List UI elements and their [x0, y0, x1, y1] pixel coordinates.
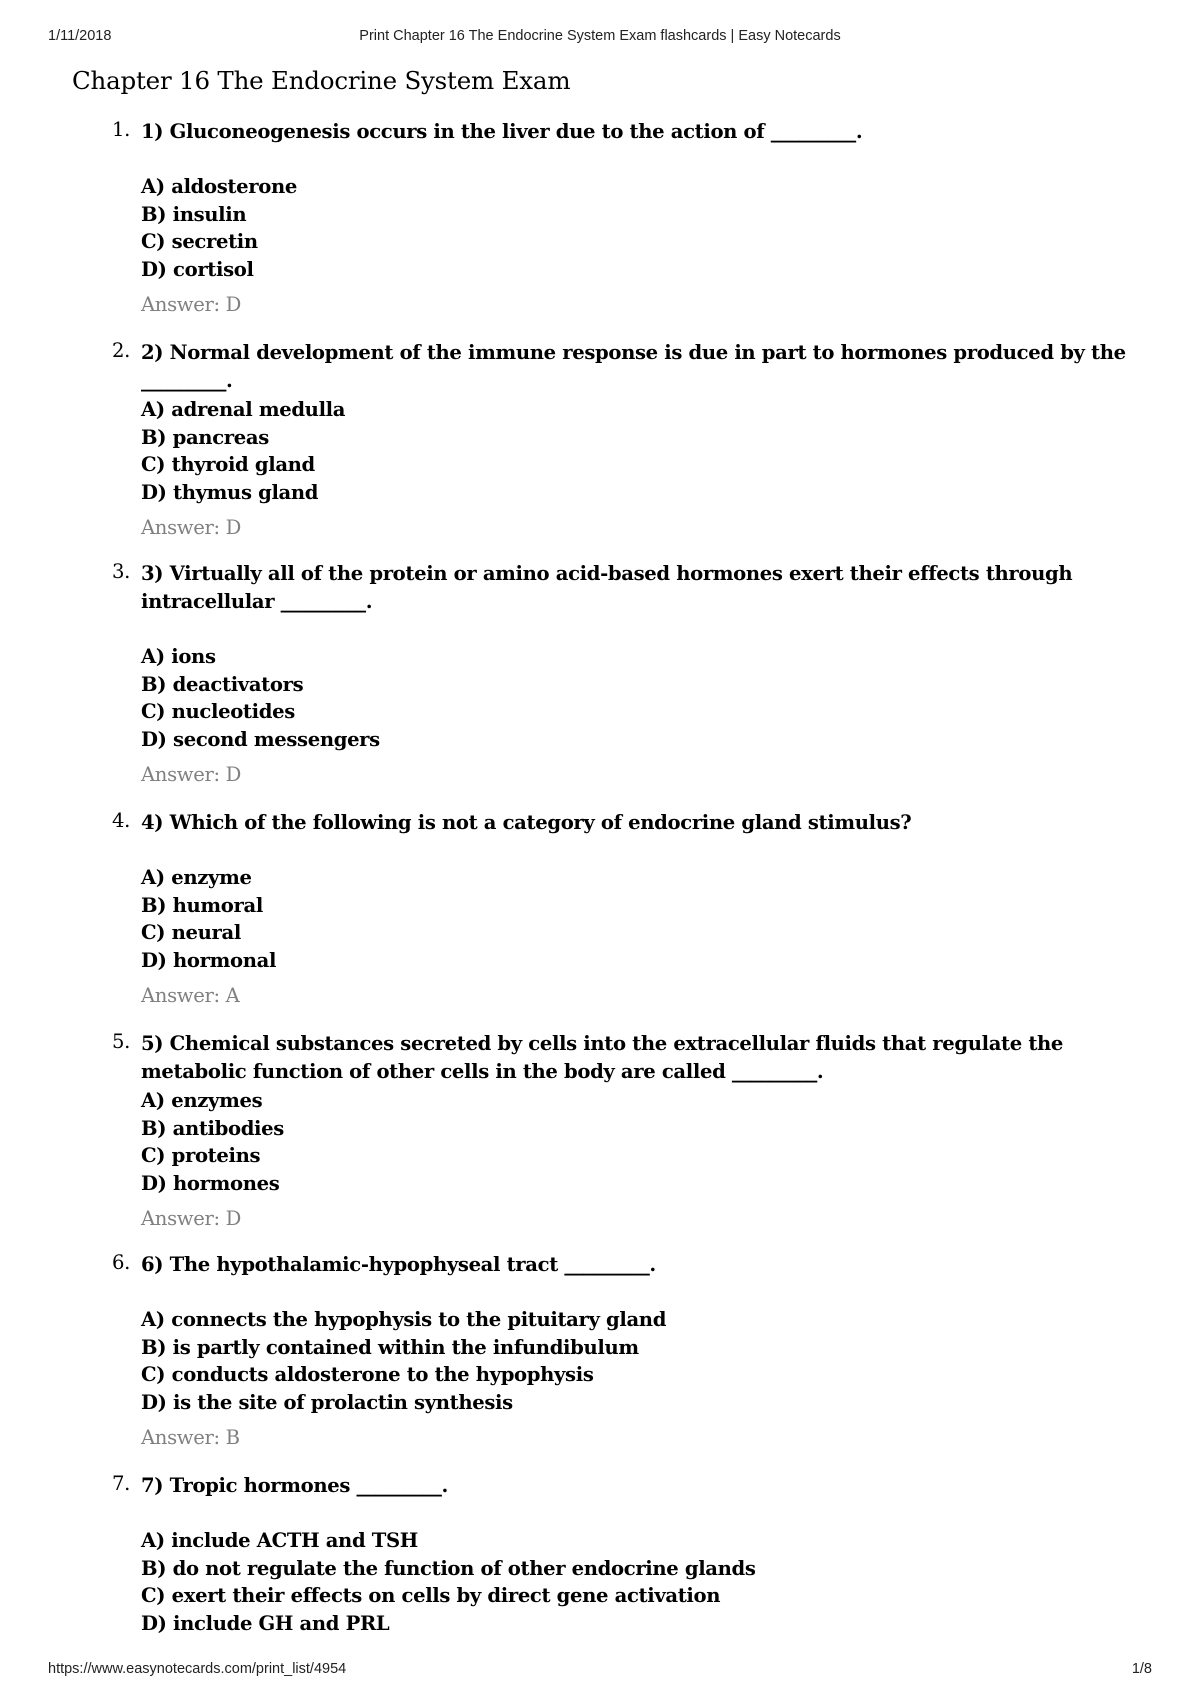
option-a: A) adrenal medulla [141, 398, 346, 421]
option-d: D) include GH and PRL [141, 1611, 390, 1635]
page-url-link[interactable]: https://www.easynotecards.com/print_list/4954 [48, 1661, 347, 1677]
option-c: C) nucleotides [141, 700, 295, 723]
option-a: A) aldosterone [141, 175, 297, 198]
question-number: 6. [112, 1251, 130, 1274]
option-d: D) hormonal [141, 948, 277, 972]
document-title: Chapter 16 The Endocrine System Exam [72, 66, 571, 95]
option-a: A) connects the hypophysis to the pituitary gland [141, 1308, 667, 1331]
answer-text: Answer: D [141, 1207, 241, 1230]
option-list [141, 1527, 1131, 1637]
option-d: D) hormones [141, 1171, 280, 1195]
answer-text: Answer: D [141, 293, 241, 316]
option-list [141, 1306, 1131, 1416]
option-list [141, 173, 1131, 283]
question-text: 6) The hypothalamic-hypophyseal tract _________. [141, 1253, 656, 1276]
answer-text: Answer: D [141, 516, 241, 539]
option-c: C) exert their effects on cells by direct gene activation [141, 1584, 721, 1607]
option-b: B) pancreas [141, 425, 269, 449]
option-b: B) humoral [141, 893, 263, 917]
option-a: A) include ACTH and TSH [141, 1529, 418, 1552]
option-c: C) neural [141, 921, 241, 944]
option-a: A) enzymes [141, 1089, 263, 1112]
page-number: 1/8 [1131, 1661, 1152, 1677]
option-d: D) is the site of prolactin synthesis [141, 1390, 513, 1414]
question-number: 4. [112, 809, 130, 832]
option-a: A) ions [141, 645, 216, 668]
option-b: B) antibodies [141, 1116, 284, 1140]
option-b: B) is partly contained within the infundibulum [141, 1335, 639, 1359]
option-c: C) secretin [141, 230, 258, 253]
answer-text: Answer: B [141, 1426, 240, 1449]
option-b: B) do not regulate the function of other endocrine glands [141, 1556, 756, 1580]
option-d: D) second messengers [141, 727, 380, 751]
option-c: C) proteins [141, 1144, 261, 1167]
option-list [141, 643, 1131, 753]
option-d: D) thymus gland [141, 480, 319, 504]
question-text: 4) Which of the following is not a category of endocrine gland stimulus? [141, 811, 912, 834]
question-text: 5) Chemical substances secreted by cells into the extracellular fluids that regulate the metabolic function of other cells in the body are called _________. [141, 1032, 1064, 1083]
option-a: A) enzyme [141, 866, 252, 889]
question-text: 1) Gluconeogenesis occurs in the liver due to the action of _________. [141, 120, 863, 143]
question-number: 3. [112, 560, 130, 583]
answer-text: Answer: A [141, 984, 240, 1007]
question-text: 2) Normal development of the immune response is due in part to hormones produced by the _________. [141, 341, 1126, 392]
question-text: 7) Tropic hormones _________. [141, 1474, 449, 1497]
option-list [141, 1087, 1131, 1197]
question-number: 5. [112, 1030, 130, 1053]
option-list [141, 396, 1131, 506]
print-date: 1/11/2018 [48, 28, 112, 44]
option-b: B) deactivators [141, 672, 304, 696]
question-number: 1. [112, 118, 130, 141]
option-c: C) conducts aldosterone to the hypophysis [141, 1363, 594, 1386]
option-list [141, 864, 1131, 974]
question-text: 3) Virtually all of the protein or amino acid-based hormones exert their effects through intracellular _________. [141, 562, 1073, 613]
answer-text: Answer: D [141, 763, 241, 786]
option-b: B) insulin [141, 202, 247, 226]
print-page-title: Print Chapter 16 The Endocrine System Exam flashcards | Easy Notecards [359, 28, 841, 44]
question-number: 7. [112, 1472, 130, 1495]
question-number: 2. [112, 339, 130, 362]
option-d: D) cortisol [141, 257, 254, 281]
option-c: C) thyroid gland [141, 453, 315, 476]
